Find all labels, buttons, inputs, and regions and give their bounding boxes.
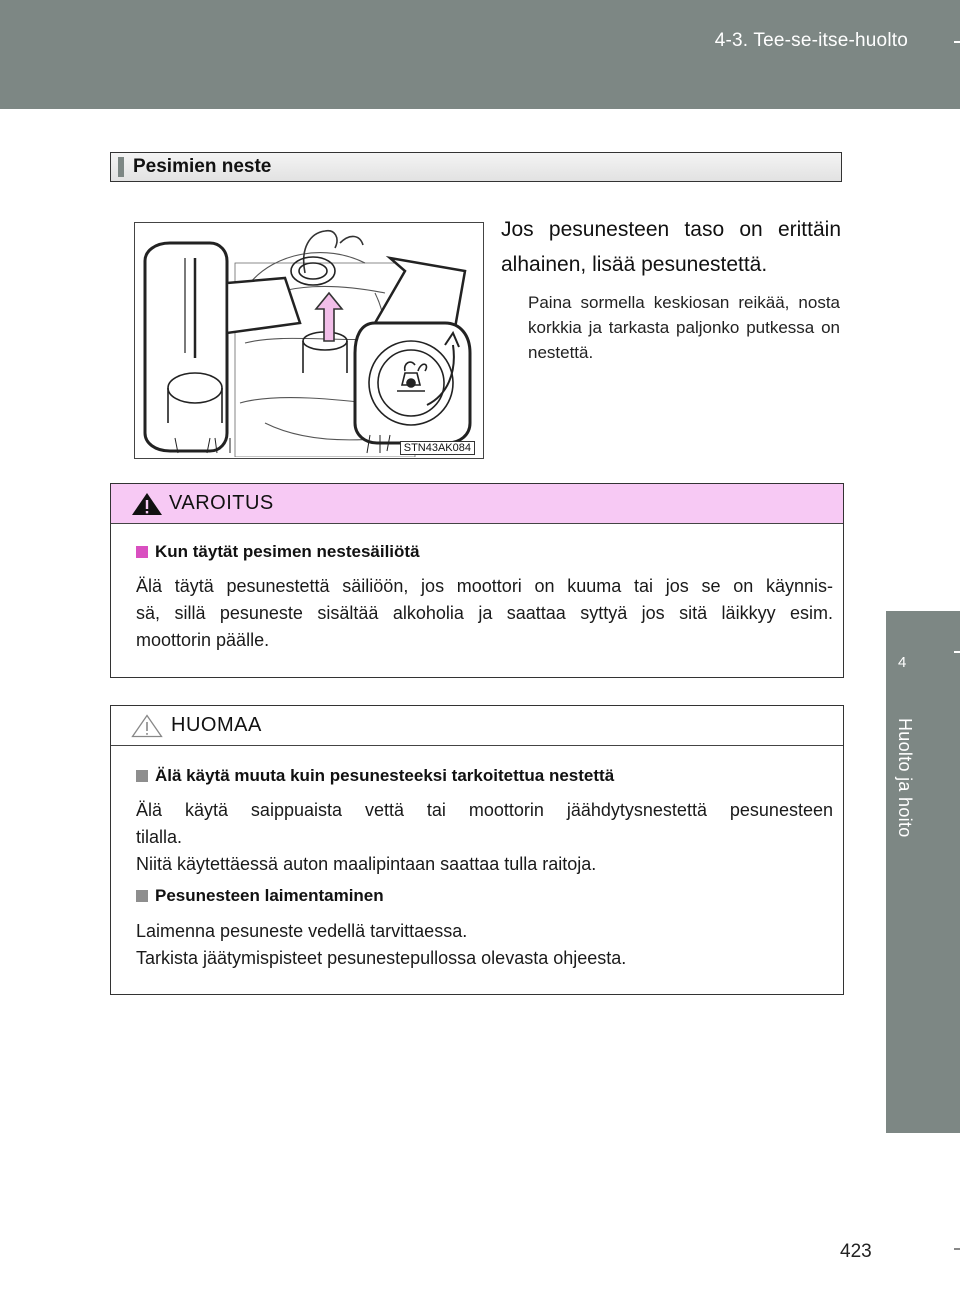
notice-body-line: tilalla. (136, 827, 183, 847)
warning-item-title-text: Kun täytät pesimen nestesäiliötä (155, 542, 420, 561)
warning-body-line: moottorin päälle. (136, 630, 270, 650)
bottom-tick-mark (954, 1248, 960, 1250)
warning-header (111, 484, 843, 524)
notice-header (111, 706, 843, 746)
notice-triangle-icon (131, 714, 163, 738)
chapter-number: 4 (898, 654, 907, 671)
section-breadcrumb: 4-3. Tee-se-itse-huolto (714, 30, 908, 51)
notice-item-body (136, 918, 833, 972)
bullet-square-icon (136, 546, 148, 558)
notice-item-title (136, 766, 614, 786)
chapter-title: Huolto ja hoito (895, 718, 915, 838)
section-title: Pesimien neste (133, 156, 272, 177)
page-number: 423 (840, 1241, 872, 1262)
intro-text: Jos pesunesteen taso on erittäin alhainen, lisää pesunestettä. (501, 218, 841, 276)
notice-box (110, 705, 844, 995)
bullet-square-icon (136, 770, 148, 782)
intro-subtext: Paina sormella keskiosan reikää, nosta korkkia ja tarkasta paljonko putkessa on nestettä. (528, 293, 840, 362)
notice-item-title-text: Älä käytä muuta kuin pesunesteeksi tarkoitettua nestettä (155, 766, 615, 785)
warning-body-line: sä, sillä pesuneste sisältää alkoholia ja saattaa syttyä jos sitä läikkyy esim. (136, 603, 833, 623)
figure-code: STN43AK084 (400, 441, 475, 455)
header-tick-mark (954, 41, 960, 43)
notice-body-line: Tarkista jäätymispisteet pesunestepullossa olevasta ohjeesta. (136, 948, 627, 968)
washer-reservoir-drawing (135, 223, 482, 457)
notice-item-body (136, 797, 833, 878)
notice-item-title (136, 886, 384, 906)
notice-label: HUOMAA (171, 714, 262, 736)
bullet-square-icon (136, 890, 148, 902)
page-header (0, 0, 960, 109)
notice-item-title-text: Pesunesteen laimentaminen (155, 886, 384, 905)
section-title-marker (118, 157, 124, 177)
section-title-bar (110, 152, 842, 182)
washer-fluid-illustration (134, 222, 484, 459)
warning-box (110, 483, 844, 678)
warning-item-body (136, 573, 833, 654)
warning-body-line: Älä täytä pesunestettä säiliöön, jos moottori on kuuma tai jos se on käynnis- (136, 576, 833, 596)
warning-triangle-icon (131, 492, 163, 516)
warning-label: VAROITUS (169, 492, 274, 514)
chapter-tick-mark (954, 651, 960, 653)
notice-body-line: Niitä käytettäessä auton maalipintaan saattaa tulla raitoja. (136, 854, 597, 874)
notice-body-line: Laimenna pesuneste vedellä tarvittaessa. (136, 921, 468, 941)
notice-body-line: Älä käytä saippuaista vettä tai moottorin jäähdytysnestettä pesunesteen (136, 800, 833, 820)
warning-item-title (136, 542, 420, 562)
